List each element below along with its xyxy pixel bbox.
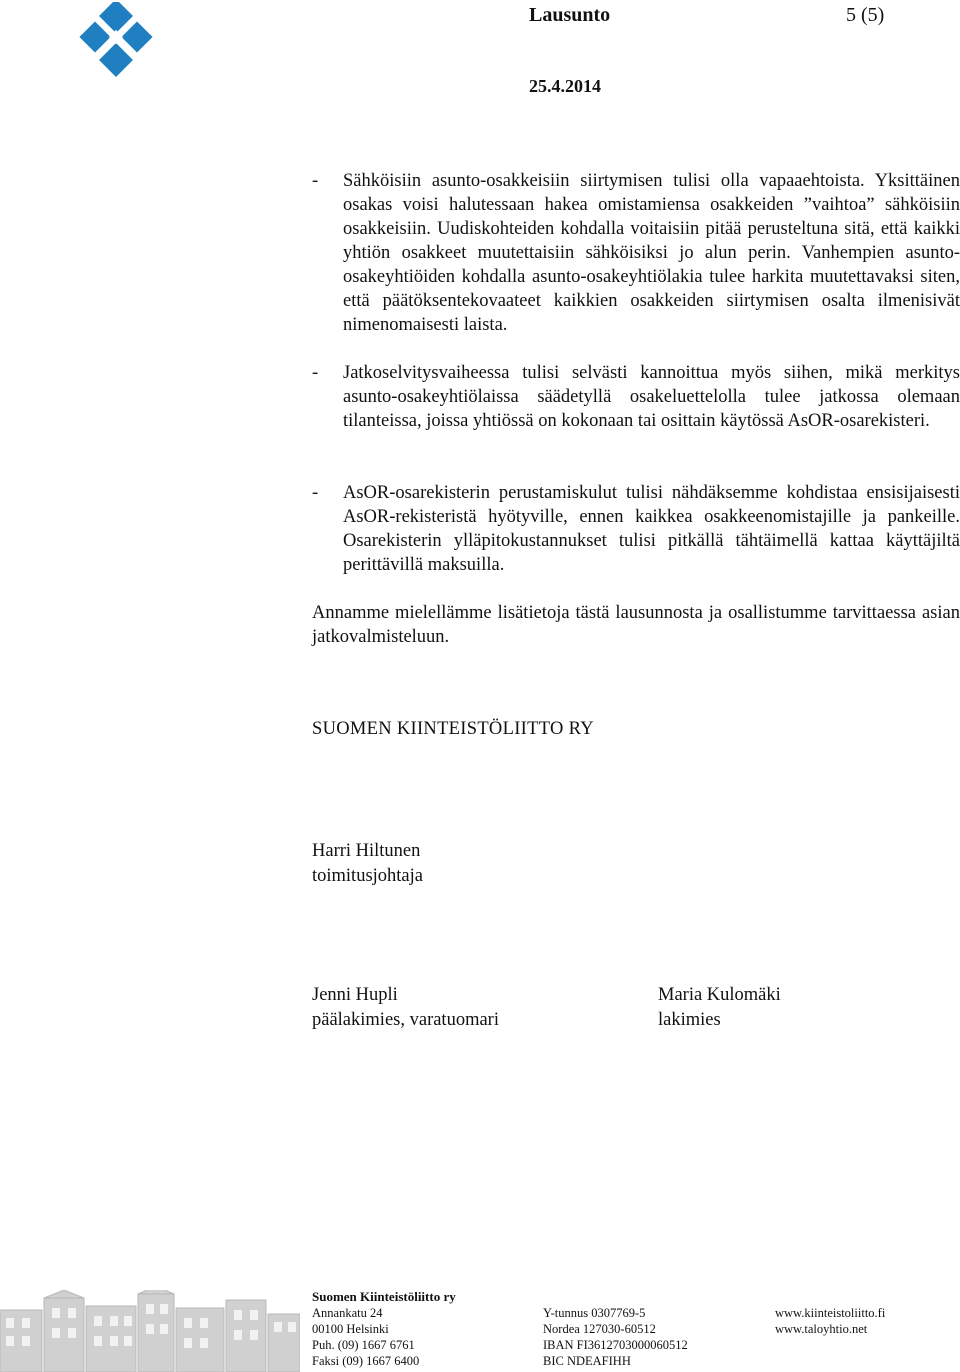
- page-number: 5 (5): [846, 4, 885, 26]
- footer-bank-account: Nordea 127030-60512: [543, 1322, 656, 1336]
- bullet-paragraph-electronic-shares: Sähköisiin asunto-osakkeisiin siirtymisen tulisi olla vapaaehtoista. Yksittäinen osakas voisi halutessaan hakea omistamiensa osakkeiden ”vaihtoa” sähköisiin osakkeisiin. Uudiskohteiden kohdalla voitaisiin pitää perusteltuna sitä, että kaikki yhtiön osakkeet muutettaisiin sähköisiksi jo alun perin. Vanhempien asunto-osakeyhtiöiden kohdalla asunto-osakeyhtiölakia tulee harkita muutettavaksi siten, että päätöksentekovaateet kaikkien osakkeiden siirtymisen osalta ilmenisivät nimenomaisesti laista.: [343, 171, 960, 335]
- signature-block: [312, 983, 499, 1033]
- building-illustration-icon: [0, 1290, 300, 1372]
- document-date: 25.4.2014: [529, 76, 601, 96]
- footer-bank-column: [543, 1305, 688, 1369]
- signatory-title: lakimies: [658, 1010, 721, 1030]
- footer-fax: Faksi (09) 1667 6400: [312, 1354, 420, 1368]
- bullet-marker: -: [312, 363, 319, 383]
- signatory-title: päälakimies, varatuomari: [312, 1010, 499, 1030]
- company-logo-icon: [78, 2, 154, 78]
- footer-business-id: Y-tunnus 0307769-5: [543, 1306, 646, 1320]
- organization-name: SUOMEN KIINTEISTÖLIITTO RY: [312, 719, 594, 739]
- signatory-name: Harri Hiltunen: [312, 841, 421, 861]
- footer-bic: BIC NDEAFIHH: [543, 1354, 631, 1368]
- signatory-name: Jenni Hupli: [312, 985, 398, 1005]
- closing-paragraph: Annamme mielellämme lisätietoja tästä lausunnosta ja osallistumme tarvittaessa asian jatkovalmisteluun.: [312, 603, 960, 647]
- footer-organization-name: Suomen Kiinteistöliitto ry: [312, 1289, 456, 1304]
- bullet-marker: -: [312, 483, 319, 503]
- footer-web-column: [775, 1305, 885, 1337]
- footer-street: Annankatu 24: [312, 1306, 383, 1320]
- footer-website-link[interactable]: www.taloyhtio.net: [775, 1322, 868, 1336]
- footer-city: 00100 Helsinki: [312, 1322, 389, 1336]
- footer-phone: Puh. (09) 1667 6761: [312, 1338, 415, 1352]
- bullet-paragraph-share-register: Jatkoselvitysvaiheessa tulisi selvästi kannoittua myös siihen, mikä merkitys asunto-osakeyhtiölaissa säädetyllä osakeluettelolla tulee jatkossa olemaan tilanteissa, joissa yhtiössä on kokonaan tai osittain käytössä AsOR-osarekisteri.: [343, 363, 960, 431]
- footer-address-column: [312, 1305, 419, 1369]
- footer-iban: IBAN FI3612703000060512: [543, 1338, 688, 1352]
- signatory-name: Maria Kulomäki: [658, 985, 781, 1005]
- signature-block: [312, 839, 423, 889]
- bullet-marker: -: [312, 171, 319, 191]
- bullet-paragraph-costs: AsOR-osarekisterin perustamiskulut tulisi nähdäksemme kohdistaa ensisijaisesti AsOR-rekisteristä hyötyville, ennen kaikkea osakkeenomistajille ja pankeille. Osarekisterin ylläpitokustannukset tulisi pitkällä tähtäimellä kattaa käyttäjiltä perittävillä maksuilla.: [343, 483, 960, 575]
- signatory-title: toimitusjohtaja: [312, 866, 423, 886]
- footer-website-link[interactable]: www.kiinteistoliitto.fi: [775, 1306, 886, 1320]
- document-type-title: Lausunto: [529, 4, 611, 26]
- signature-block: [658, 983, 781, 1033]
